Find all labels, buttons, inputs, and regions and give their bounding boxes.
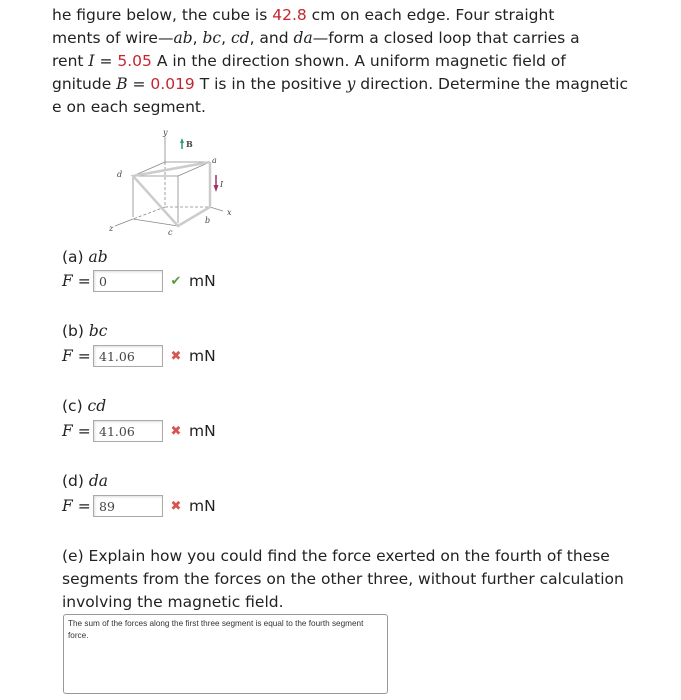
var: B: [116, 75, 128, 93]
x-icon: ✖: [170, 423, 182, 439]
text: (a): [62, 248, 89, 266]
part-c-label: [62, 397, 106, 415]
answer-input-d[interactable]: 89: [93, 495, 163, 517]
text: ments of wire—: [52, 29, 174, 47]
part-a-label: [62, 248, 108, 266]
z-axis-label: z: [109, 224, 114, 233]
seg: ab: [173, 29, 193, 47]
b-field-label: B: [186, 139, 193, 149]
text: direction. Determine the magnetic: [355, 75, 628, 93]
text: A in the direction shown. A uniform magnetic field of: [151, 52, 566, 70]
part-c-row: [62, 420, 216, 442]
current-arrow: [214, 185, 219, 192]
part-a-row: [62, 270, 216, 292]
seg: ab: [88, 248, 108, 266]
text: (c): [62, 397, 88, 415]
edge-length-value: 42.8: [272, 6, 307, 24]
problem-line-4: [52, 74, 628, 94]
text: cm on each edge. Four straight: [306, 6, 555, 24]
eq: =: [72, 497, 91, 515]
seg: da: [88, 472, 109, 490]
eq: =: [72, 422, 91, 440]
text: rent: [52, 52, 89, 70]
text: (b): [62, 322, 89, 340]
unit: mN: [189, 272, 216, 290]
seg: cd: [87, 397, 107, 415]
current-label: I: [220, 180, 224, 189]
part-e-line-3: involving the magnetic field.: [62, 593, 284, 611]
text: ,: [221, 29, 231, 47]
part-e-line-2: segments from the forces on the other three, without further calculation: [62, 570, 624, 588]
field-value: 0.019: [150, 75, 195, 93]
text: he figure below, the cube is: [52, 6, 273, 24]
point-d: d: [117, 170, 123, 179]
answer-input-c[interactable]: 41.06: [93, 420, 163, 442]
point-b: b: [205, 216, 211, 225]
seg: cd: [230, 29, 250, 47]
text: =: [94, 52, 118, 70]
current-value: 5.05: [117, 52, 152, 70]
f: F: [62, 347, 73, 365]
essay-answer-textarea[interactable]: The sum of the forces along the first three segment is equal to the fourth segment force.: [63, 614, 388, 694]
text: , and: [249, 29, 294, 47]
f: F: [62, 422, 73, 440]
part-b-label: [62, 322, 107, 340]
eq: =: [72, 347, 91, 365]
part-d-row: [62, 495, 216, 517]
problem-line-1: [52, 5, 554, 25]
y-axis-label: y: [163, 128, 168, 137]
eq: =: [72, 272, 91, 290]
part-b-row: [62, 345, 216, 367]
answer-input-b[interactable]: 41.06: [93, 345, 163, 367]
text: —form a closed loop that carries a: [312, 29, 580, 47]
point-a: a: [212, 156, 217, 165]
part-e-line-1: (e) Explain how you could find the force exerted on the fourth of these: [62, 547, 610, 565]
cube-figure: [95, 127, 250, 239]
f: F: [62, 497, 73, 515]
seg: bc: [88, 322, 108, 340]
text: T is in the positive: [194, 75, 347, 93]
problem-line-2: [52, 28, 580, 48]
unit: mN: [189, 422, 216, 440]
answer-input-a[interactable]: 0: [93, 270, 163, 292]
text: =: [127, 75, 151, 93]
seg: bc: [202, 29, 222, 47]
unit: mN: [189, 347, 216, 365]
text: ,: [192, 29, 203, 47]
f: F: [62, 272, 73, 290]
x-axis-label: x: [227, 208, 232, 217]
text: gnitude: [52, 75, 117, 93]
x-icon: ✖: [170, 348, 182, 364]
part-d-label: [62, 472, 108, 490]
x-icon: ✖: [170, 498, 182, 514]
point-c: c: [168, 228, 173, 237]
problem-line-5: e on each segment.: [52, 98, 206, 116]
seg: da: [293, 29, 313, 47]
var: y: [346, 75, 356, 93]
check-icon: ✔: [170, 273, 182, 289]
text: (d): [62, 472, 89, 490]
var: I: [88, 52, 95, 70]
problem-line-3: [52, 51, 566, 71]
unit: mN: [189, 497, 216, 515]
